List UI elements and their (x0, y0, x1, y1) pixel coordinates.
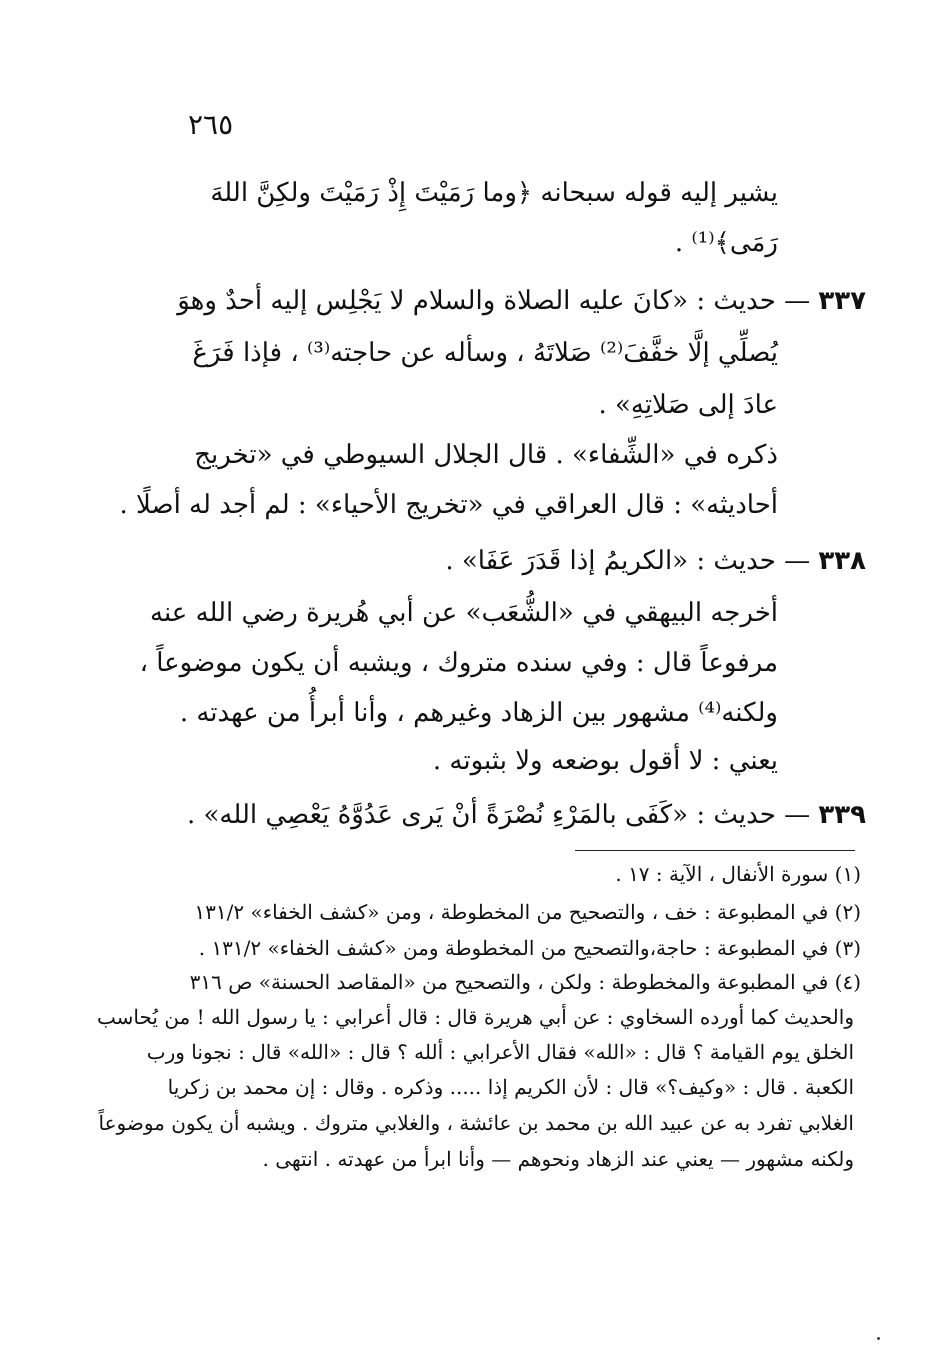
page-number: ٢٦٥ (188, 108, 234, 141)
footnote-3: (٣) في المطبوعة : حاجة،والتصحيح من المخطوطة ومن «كشف الخفاء» ١٣١/٢ . (198, 936, 861, 960)
hadith-339-heading (187, 800, 866, 830)
footnote-4-cont-5: ولكنه مشهور — يعني عند الزهاد ونحوهم — وأنا ابرأ من عهدته . انتهى . (262, 1147, 854, 1171)
text-line-6: ذكره في «الشِّفاء» . قال الجلال السيوطي في «تخريج (194, 440, 778, 470)
hadith-339-text: — حديث : «كَفَى بالمَرْءِ نُصْرَةً أنْ يَرى عَدُوَّهُ يَعْصِي الله» . (186, 800, 811, 830)
scan-speck (877, 1337, 880, 1340)
hadith-338-heading (445, 546, 866, 576)
text-line-7: أحاديثه» : قال العراقي في «تخريج الأحياء» : لم أجد له أصلًا . (119, 490, 778, 520)
text-line-11: ولكنه⁽⁴⁾ مشهور بين الزهاد وغيرهم ، وأنا أبرأُ من عهدته . (179, 698, 778, 728)
text-line-4: يُصلِّي إلَّا خفَّفَ⁽²⁾ صَلاتَهُ ، وسأله عن حاجته⁽³⁾ ، فإذا فَرَغَ (192, 338, 778, 368)
text-line-10: مرفوعاً قال : وفي سنده متروك ، ويشبه أن يكون موضوعاً ، (139, 648, 778, 678)
footnote-4: (٤) في المطبوعة والمخطوطة : ولكن ، والتصحيح من «المقاصد الحسنة» ص ٣١٦ (189, 970, 861, 994)
text-line-2: رَمَى﴾⁽¹⁾ . (674, 228, 778, 258)
footnote-4-cont-3: الكعبة . قال : «وكيف؟» قال : لأن الكريم إذا ..... وذكره . وقال : إن محمد بن زكريا (167, 1075, 854, 1099)
hadith-number-338: ٣٣٨ (818, 546, 866, 576)
text-line-5: عادَ إلى صَلاتِهِ» . (598, 390, 778, 420)
footnote-2: (٢) في المطبوعة : خف ، والتصحيح من المخطوطة ، ومن «كشف الخفاء» ١٣١/٢ (194, 900, 861, 924)
hadith-338-text: — حديث : «الكريمُ إذا قَدَرَ عَفَا» . (445, 546, 811, 576)
footnote-1: (١) سورة الأنفال ، الآية : ١٧ . (615, 862, 861, 886)
text-line-9: أخرجه البيهقي في «الشُّعَب» عن أبي هُريرة رضي الله عنه (150, 598, 778, 628)
footnote-separator (575, 850, 855, 851)
footnote-4-cont-2: الخلق يوم القيامة ؟ قال : «الله» فقال الأعرابي : ألله ؟ قال : «الله» قال : نجونا ورب (146, 1040, 854, 1064)
footnote-4-cont-4: الغلابي تفرد به عن عبيد الله بن محمد بن عائشة ، والغلابي متروك . ويشبه أن يكون موضوعاً (98, 1111, 854, 1135)
text-line-12: يعني : لا أقول بوضعه ولا بثبوته . (432, 746, 778, 776)
hadith-337-text: — حديث : «كانَ عليه الصلاة والسلام لا يَجْلِس إليه أحدٌ وهوَ (177, 286, 811, 316)
hadith-337-heading (177, 286, 866, 316)
hadith-number-339: ٣٣٩ (818, 800, 866, 830)
hadith-number-337: ٣٣٧ (818, 286, 866, 316)
footnote-4-cont-1: والحديث كما أورده السخاوي : عن أبي هريرة قال : قال أعرابي : يا رسول الله ! من يُحاسب (97, 1005, 854, 1029)
text-line-1: يشير إليه قوله سبحانه ﴿وما رَمَيْتَ إِذْ رَمَيْتَ ولكِنَّ اللهَ (210, 178, 778, 208)
